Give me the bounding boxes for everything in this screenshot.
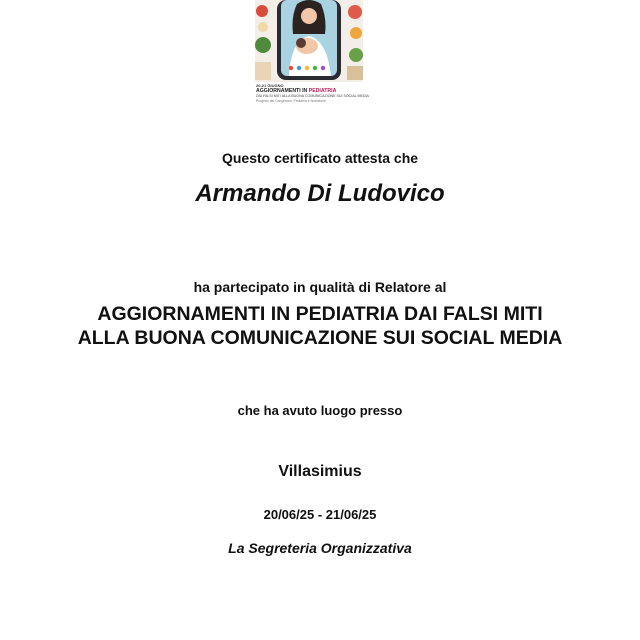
- logo-food-citrus: [350, 27, 362, 39]
- event-title: [0, 302, 640, 350]
- certificate-intro: Questo certificato attesta che: [221, 150, 419, 166]
- logo-date: 20-21 GIUGNO: [256, 83, 284, 88]
- logo-illustration: [255, 0, 363, 82]
- event-logo: [255, 0, 369, 110]
- event-title-line-2: ALLA BUONA COMUNICAZIONE SUI SOCIAL MEDIA: [77, 327, 563, 349]
- logo-food-egg: [258, 22, 268, 32]
- logo-subtitle: DAI FALSI MITI ALLA BUONA COMUNICAZIONE SUI SOCIAL MEDIA: [256, 94, 369, 99]
- logo-title: AGGIORNAMENTI IN PEDIATRIA: [256, 88, 337, 95]
- event-title-line-1: AGGIORNAMENTI IN PEDIATRIA DAI FALSI MITI: [97, 303, 543, 325]
- logo-project: Progetto del Congresso: Pediatria e Nutrizione: [256, 98, 326, 103]
- logo-food-salad: [349, 48, 363, 62]
- logo-food-greens: [255, 37, 271, 53]
- logo-food-tomato: [256, 5, 268, 17]
- signature-organizer: La Segreteria Organizzativa: [228, 540, 412, 556]
- logo-title-accent: PEDIATRIA: [308, 88, 337, 95]
- logo-caption: [256, 83, 369, 103]
- venue-intro: che ha avuto luogo presso: [237, 403, 403, 418]
- participation-role: ha partecipato in qualità di Relatore al: [193, 279, 447, 295]
- event-dates: 20/06/25 - 21/06/25: [263, 507, 377, 522]
- logo-food-bowl: [348, 5, 362, 19]
- logo-mother-face: [301, 8, 317, 24]
- venue-city: Villasimius: [278, 463, 362, 480]
- recipient-name: Armando Di Ludovico: [195, 180, 445, 207]
